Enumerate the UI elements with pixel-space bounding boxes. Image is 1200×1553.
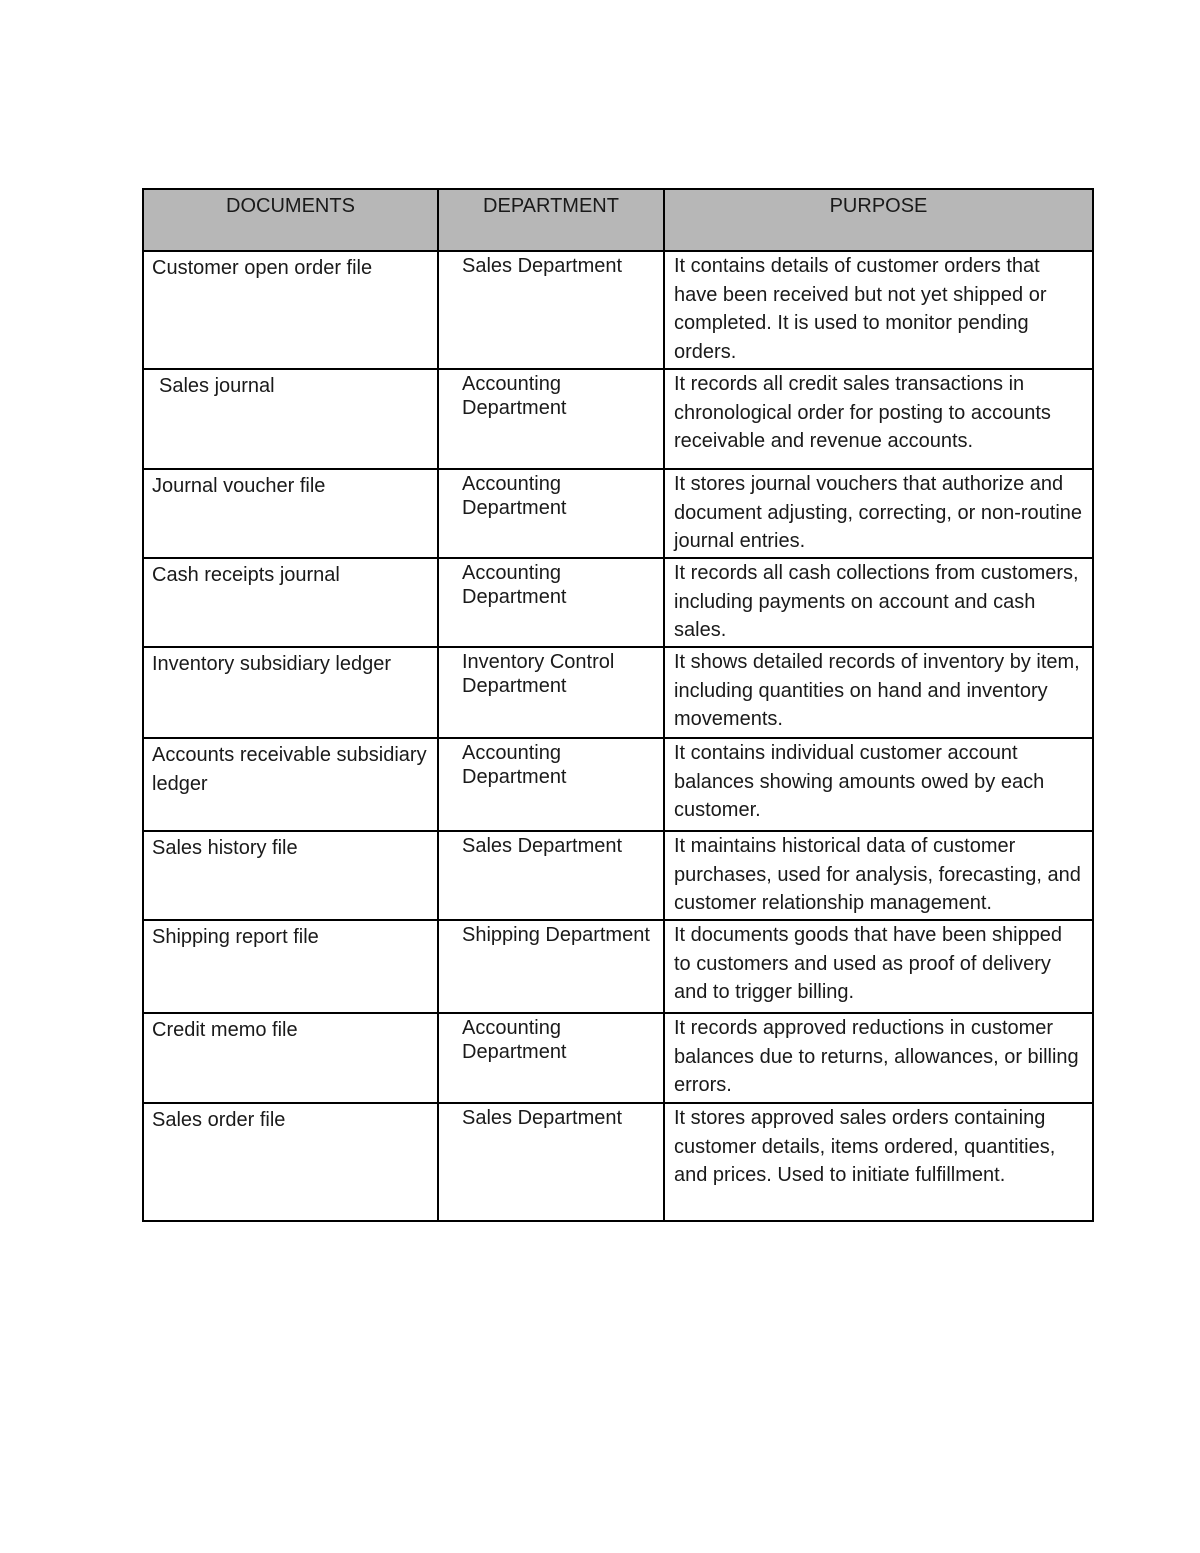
department-cell: Shipping Department [438,920,664,1013]
purpose-cell: It shows detailed records of inventory by item, including quantities on hand and inventory movements. [664,647,1093,738]
table-row [143,831,1093,920]
table-row [143,251,1093,369]
purpose-cell: It maintains historical data of customer purchases, used for analysis, forecasting, and customer relationship management. [664,831,1093,920]
document-cell [143,369,438,469]
document-cell: Journal voucher file [143,469,438,558]
header-documents: DOCUMENTS [143,189,438,251]
table-row [143,469,1093,558]
document-cell: Sales order file [143,1103,438,1221]
table-row [143,369,1093,469]
purpose-cell: It records approved reductions in customer balances due to returns, allowances, or billing errors. [664,1013,1093,1103]
table-row [143,738,1093,831]
document-cell: Inventory subsidiary ledger [143,647,438,738]
table-row [143,558,1093,647]
purpose-cell: It contains details of customer orders that have been received but not yet shipped or completed. It is used to monitor pending orders. [664,251,1093,369]
table-row [143,647,1093,738]
table-row [143,1103,1093,1221]
document-cell: Customer open order file [143,251,438,369]
header-department: DEPARTMENT [438,189,664,251]
document-cell: Shipping report file [143,920,438,1013]
purpose-cell: It documents goods that have been shipped to customers and used as proof of delivery and to trigger billing. [664,920,1093,1013]
document-cell: Sales history file [143,831,438,920]
department-cell: Sales Department [438,251,664,369]
document-cell: Accounts receivable subsidiary ledger [143,738,438,831]
department-cell: Accounting Department [438,558,664,647]
department-cell: Accounting Department [438,369,664,469]
document-cell: Cash receipts journal [143,558,438,647]
department-cell: Inventory Control Department [438,647,664,738]
table-row [143,1013,1093,1103]
document-cell: Credit memo file [143,1013,438,1103]
department-cell: Accounting Department [438,738,664,831]
department-cell: Sales Department [438,831,664,920]
purpose-cell: It records all cash collections from customers, including payments on account and cash sales. [664,558,1093,647]
document-text: Sales journal [159,375,275,397]
purpose-cell: It stores approved sales orders containing customer details, items ordered, quantities, and prices. Used to initiate fulfillment. [664,1103,1093,1221]
documents-table [142,188,1094,1222]
purpose-cell: It contains individual customer account balances showing amounts owed by each customer. [664,738,1093,831]
department-cell: Accounting Department [438,1013,664,1103]
purpose-cell: It stores journal vouchers that authorize and document adjusting, correcting, or non-routine journal entries. [664,469,1093,558]
table-row [143,920,1093,1013]
department-cell: Sales Department [438,1103,664,1221]
table-header-row [143,189,1093,251]
purpose-cell: It records all credit sales transactions in chronological order for posting to accounts receivable and revenue accounts. [664,369,1093,469]
department-cell: Accounting Department [438,469,664,558]
header-purpose: PURPOSE [664,189,1093,251]
